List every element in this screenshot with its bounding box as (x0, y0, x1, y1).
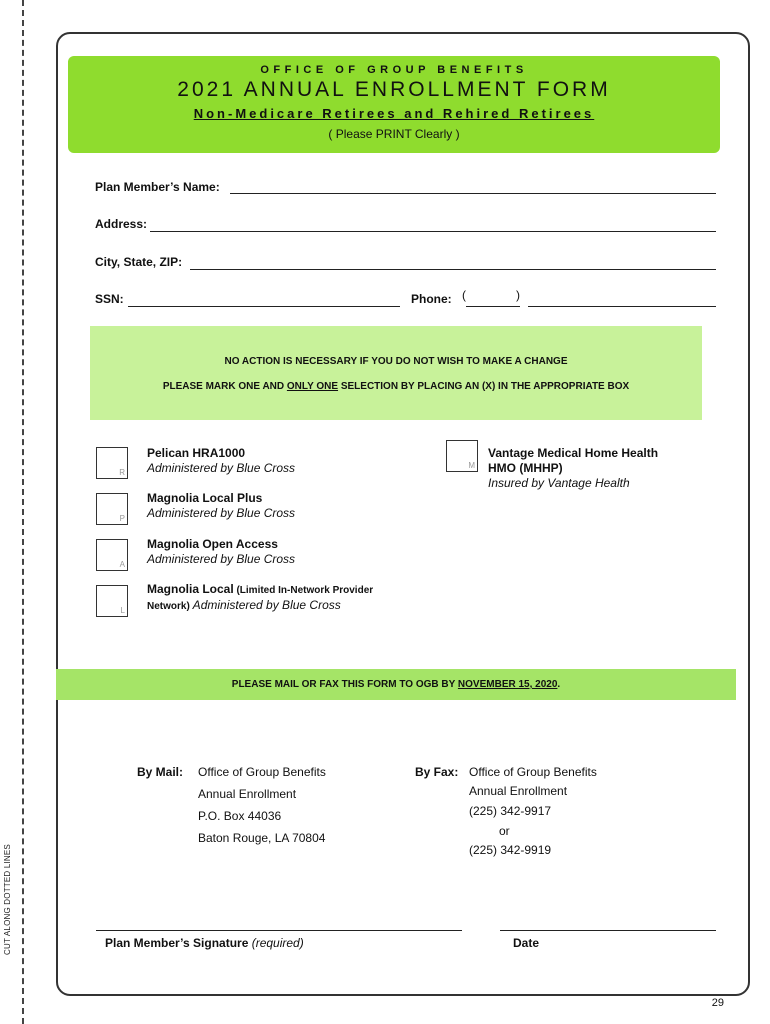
cut-label: CUT ALONG DOTTED LINES (3, 844, 12, 955)
form-subtitle: Non-Medicare Retirees and Rehired Retirees (193, 106, 595, 121)
page-number: 29 (711, 997, 724, 1009)
form-title: 2021 ANNUAL ENROLLMENT FORM (177, 78, 611, 101)
city-state-zip-field[interactable] (190, 269, 716, 270)
option-admin: Administered by Blue Cross (147, 461, 296, 475)
option-admin: Administered by Blue Cross (189, 598, 341, 612)
option-magnolia-local (147, 582, 373, 614)
checkbox-magnolia-local-plus[interactable] (96, 493, 128, 525)
ssn-label: SSN: (95, 292, 124, 306)
ssn-field[interactable] (128, 306, 400, 307)
address-label: Address: (95, 217, 148, 231)
by-fax-label: By Fax: (415, 765, 459, 779)
notice-line-2 (90, 381, 702, 392)
fax-line-2: Annual Enrollment (469, 784, 568, 798)
option-name: Vantage Medical Home Health (488, 446, 659, 460)
date-field[interactable] (500, 930, 716, 931)
fax-number-1: (225) 342-9917 (469, 804, 552, 818)
option-admin: Administered by Blue Cross (147, 506, 296, 520)
cut-dotted-line (22, 0, 24, 1024)
option-admin: Insured by Vantage Health (488, 476, 630, 490)
option-name-line2: Network) (147, 601, 190, 612)
notice-only-one: ONLY ONE (286, 381, 339, 392)
mail-deadline-date: NOVEMBER 15, 2020 (457, 679, 558, 690)
mail-deadline-text (56, 679, 736, 690)
checkbox-magnolia-open-access[interactable] (96, 539, 128, 571)
signature-label-text: Plan Member’s Signature (105, 936, 249, 950)
phone-area-close: ) (516, 288, 520, 302)
city-label: City, State, ZIP: (95, 255, 183, 269)
option-magnolia-local-plus (147, 491, 295, 521)
signature-field[interactable] (96, 930, 462, 931)
checkbox-pelican-hra1000[interactable] (96, 447, 128, 479)
name-field[interactable] (230, 193, 716, 194)
fax-or: or (499, 824, 510, 838)
fax-line-1: Office of Group Benefits (469, 765, 597, 779)
mail-line-3: P.O. Box 44036 (198, 809, 282, 823)
option-name: Magnolia Open Access (147, 537, 278, 551)
office-name: OFFICE OF GROUP BENEFITS (260, 64, 528, 76)
mail-line-1: Office of Group Benefits (198, 765, 326, 779)
print-note: ( Please PRINT Clearly ) (328, 127, 460, 141)
notice-line-2-post: SELECTION BY PLACING AN (X) IN THE APPROPRIATE BOX (338, 381, 630, 392)
checkbox-code: A (119, 560, 125, 569)
option-vantage-mhhp (488, 446, 658, 491)
checkbox-code: P (119, 514, 125, 523)
notice-line-1: NO ACTION IS NECESSARY IF YOU DO NOT WISH TO MAKE A CHANGE (224, 356, 568, 367)
option-pelican-hra1000 (147, 446, 295, 476)
option-name-extra: (Limited In-Network Provider (233, 585, 374, 596)
mail-deadline-pre: PLEASE MAIL OR FAX THIS FORM TO OGB BY (231, 679, 458, 690)
checkbox-code: L (120, 606, 125, 615)
notice-box (90, 326, 702, 420)
option-name-line2: HMO (MHHP) (488, 461, 563, 475)
fax-number-2: (225) 342-9919 (469, 843, 552, 857)
option-magnolia-open-access (147, 537, 295, 567)
signature-note: (required) (248, 936, 304, 950)
mail-line-2: Annual Enrollment (198, 787, 297, 801)
phone-area-open: ( (462, 288, 466, 302)
phone-area-code-field[interactable] (466, 306, 520, 307)
name-label: Plan Member’s Name: (95, 180, 220, 194)
mail-deadline-post: . (557, 679, 561, 690)
mail-deadline-bar (56, 669, 736, 700)
address-field[interactable] (150, 231, 716, 232)
phone-label: Phone: (411, 292, 452, 306)
form-header (68, 56, 720, 153)
option-name: Magnolia Local Plus (147, 491, 263, 505)
phone-number-field[interactable] (528, 306, 716, 307)
date-label: Date (513, 936, 540, 950)
checkbox-vantage-mhhp[interactable] (446, 440, 478, 472)
checkbox-code: M (468, 461, 475, 470)
notice-line-2-pre: PLEASE MARK ONE AND (162, 381, 287, 392)
option-name: Pelican HRA1000 (147, 446, 246, 460)
checkbox-magnolia-local[interactable] (96, 585, 128, 617)
option-admin: Administered by Blue Cross (147, 552, 296, 566)
mail-line-4: Baton Rouge, LA 70804 (198, 831, 326, 845)
checkbox-code: R (119, 468, 125, 477)
by-mail-label: By Mail: (137, 765, 184, 779)
signature-label (105, 936, 304, 950)
option-name: Magnolia Local (147, 582, 234, 596)
